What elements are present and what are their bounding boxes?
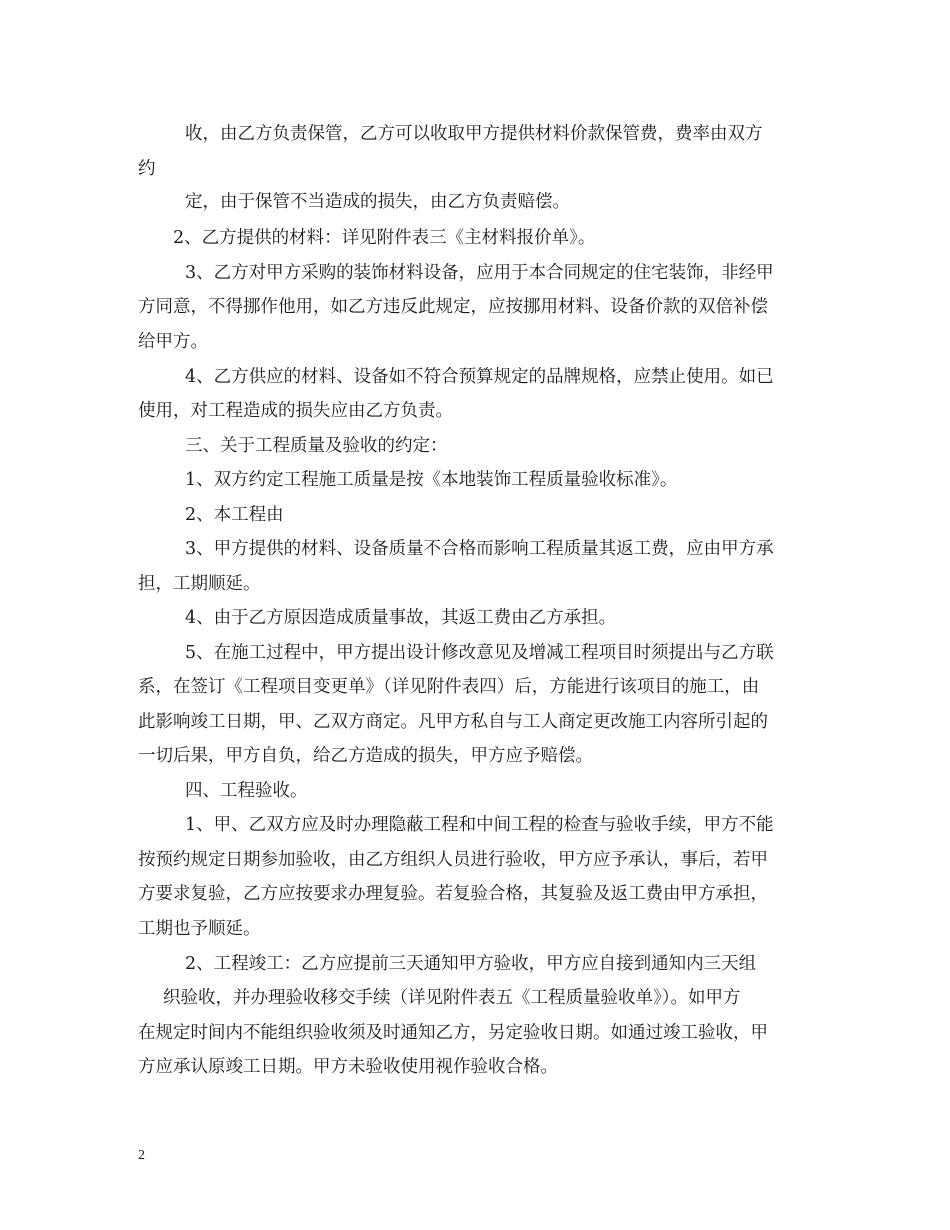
section-heading: 三、关于工程质量及验收的约定： (185, 436, 448, 456)
text-line: 织验收，并办理验收移交手续（详见附件表五《工程质量验收单》）。如甲方 (163, 988, 741, 1008)
text-line: 2、乙方提供的材料：详见附件表三《主材料报价单》。 (173, 228, 596, 248)
page-number: 2 (138, 1148, 145, 1163)
text-line: 在规定时间内不能组织验收须及时通知乙方，另定验收日期。如通过竣工验收，甲 (138, 1023, 768, 1043)
text-line: 3、乙方对甲方采购的装饰材料设备，应用于本合同规定的住宅装饰，非经甲 (185, 263, 774, 283)
text-line: 方要求复验，乙方应按要求办理复验。若复验合格，其复验及返工费由甲方承担， (138, 884, 768, 904)
text-line: 1、双方约定工程施工质量是按《本地装饰工程质量验收标准》。 (185, 470, 678, 490)
text-line: 按预约规定日期参加验收，由乙方组织人员进行验收，甲方应予承认，事后，若甲 (138, 850, 768, 870)
text-line: 定，由于保管不当造成的损失，由乙方负责赔偿。 (185, 192, 570, 212)
text-line: 4、乙方供应的材料、设备如不符合预算规定的品牌规格，应禁止使用。如已 (185, 367, 774, 387)
text-line: 2、本工程由 (185, 505, 284, 525)
text-line: 2、工程竣工：乙方应提前三天通知甲方验收，甲方应自接到通知内三天组 (185, 954, 757, 974)
text-line: 1、甲、乙双方应及时办理隐蔽工程和中间工程的检查与验收手续，甲方不能 (185, 815, 774, 835)
text-line: 系，在签订《工程项目变更单》（详见附件表四）后，方能进行该项目的施工，由 (138, 677, 760, 697)
text-line: 方应承认原竣工日期。甲方未验收使用视作验收合格。 (138, 1057, 558, 1077)
text-line: 4、由于乙方原因造成质量事故，其返工费由乙方承担。 (185, 608, 617, 628)
text-line: 一切后果，甲方自负，给乙方造成的损失，甲方应予赔偿。 (138, 746, 593, 766)
text-line: 5、在施工过程中，甲方提出设计修改意见及增减工程项目时须提出与乙方联 (185, 643, 774, 663)
text-line: 3、甲方提供的材料、设备质量不合格而影响工程质量其返工费，应由甲方承 (185, 539, 774, 559)
text-line: 工期也予顺延。 (138, 919, 261, 939)
text-line: 给甲方。 (138, 332, 208, 352)
text-line: 使用，对工程造成的损失应由乙方负责。 (138, 401, 453, 421)
text-line: 担，工期顺延。 (138, 574, 261, 594)
text-line: 收，由乙方负责保管，乙方可以收取甲方提供材料价款保管费，费率由双方 (185, 124, 763, 144)
text-line: 约 (138, 159, 156, 179)
section-heading: 四、工程验收。 (185, 781, 308, 801)
text-line: 此影响竣工日期，甲、乙双方商定。凡甲方私自与工人商定更改施工内容所引起的 (138, 712, 768, 732)
text-line: 方同意，不得挪作他用，如乙方违反此规定，应按挪用材料、设备价款的双倍补偿 (138, 297, 768, 317)
